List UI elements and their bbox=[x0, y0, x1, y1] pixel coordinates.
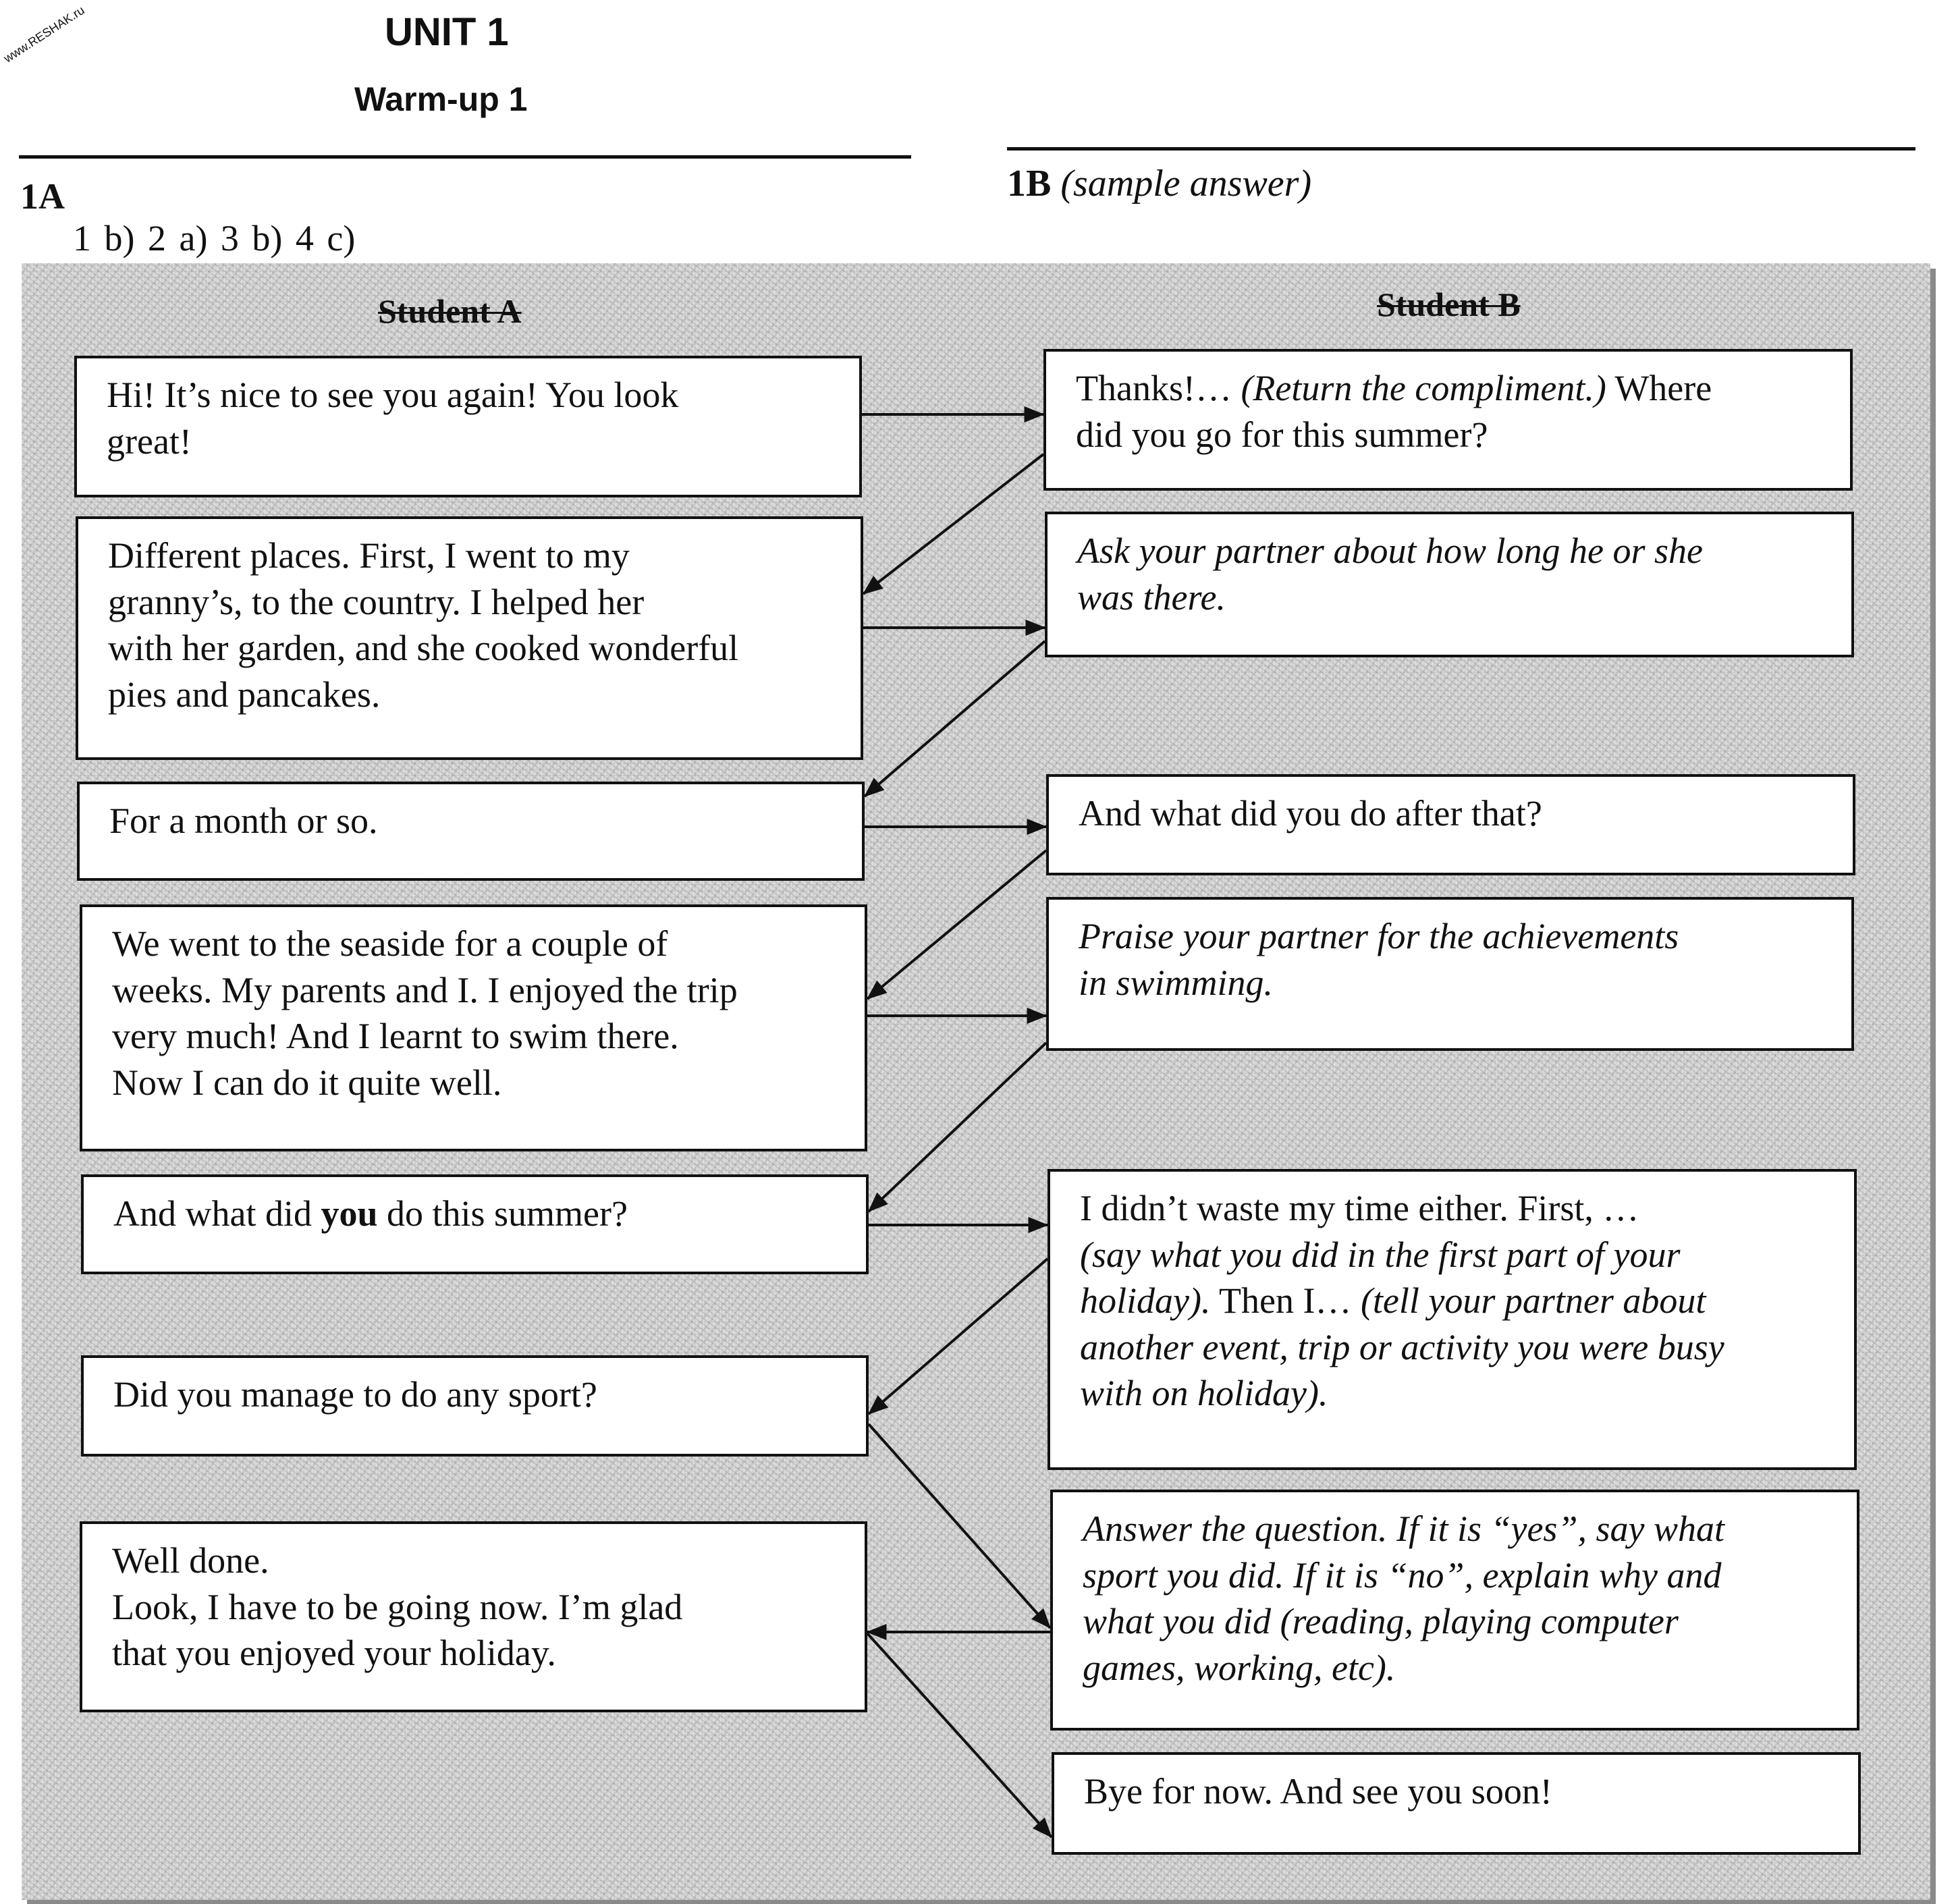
student-a-line-4: We went to the seaside for a couple of weeks. My parents and I. I enjoyed the trip very much! And I learnt to swim there. Now I can do it quite well. bbox=[80, 904, 867, 1151]
student-a-line-2: Different places. First, I went to my granny’s, to the country. I helped her with her garden, and she cooked wonderful pies and pancakes. bbox=[76, 516, 863, 760]
watermark: www.RESHAK.ru bbox=[1, 3, 87, 65]
student-a-line-7: Well done. Look, I have to be going now. I’m glad that you enjoyed your holiday. bbox=[80, 1521, 867, 1712]
student-b-heading: Student B bbox=[1377, 285, 1521, 323]
exercise-1b-number: 1B bbox=[1007, 163, 1052, 205]
student-a-line-1: Hi! It’s nice to see you again! You look great! bbox=[74, 356, 862, 497]
student-b-line-6: Answer the question. If it is “yes”, say what sport you did. If it is “no”, explain why and what you did (reading, playing computer games, working, etc). bbox=[1050, 1490, 1859, 1731]
student-b-line-1: Thanks!… (Return the compliment.) Where did you go for this summer? bbox=[1043, 349, 1853, 491]
student-a-line-6: Did you manage to do any sport? bbox=[81, 1355, 869, 1457]
student-a-heading: Student A bbox=[378, 292, 522, 330]
student-b-line-3: And what did you do after that? bbox=[1046, 774, 1855, 875]
exercise-1a-answers: 1 b) 2 a) 3 b) 4 c) bbox=[73, 218, 356, 259]
exercise-1b-note: (sample answer) bbox=[1060, 163, 1312, 205]
section-title: Warm-up 1 bbox=[354, 80, 528, 118]
rule-right bbox=[1007, 147, 1915, 151]
student-b-line-5: I didn’t waste my time either. First, … (say what you did in the first part of your holiday). Then I… (tell your partner about another event, trip or activity you were busy with on holiday). bbox=[1048, 1169, 1857, 1470]
unit-title: UNIT 1 bbox=[385, 10, 509, 54]
student-b-line-4: Praise your partner for the achievements in swimming. bbox=[1046, 897, 1854, 1051]
exercise-1a-label: 1A bbox=[20, 176, 65, 217]
rule-left bbox=[19, 155, 911, 159]
student-a-line-5: And what did you do this summer? bbox=[81, 1174, 869, 1274]
exercise-1b-label bbox=[1007, 162, 1311, 205]
student-b-line-2: Ask your partner about how long he or she was there. bbox=[1045, 512, 1854, 657]
student-a-line-3: For a month or so. bbox=[77, 782, 865, 881]
student-b-line-7: Bye for now. And see you soon! bbox=[1052, 1752, 1861, 1855]
